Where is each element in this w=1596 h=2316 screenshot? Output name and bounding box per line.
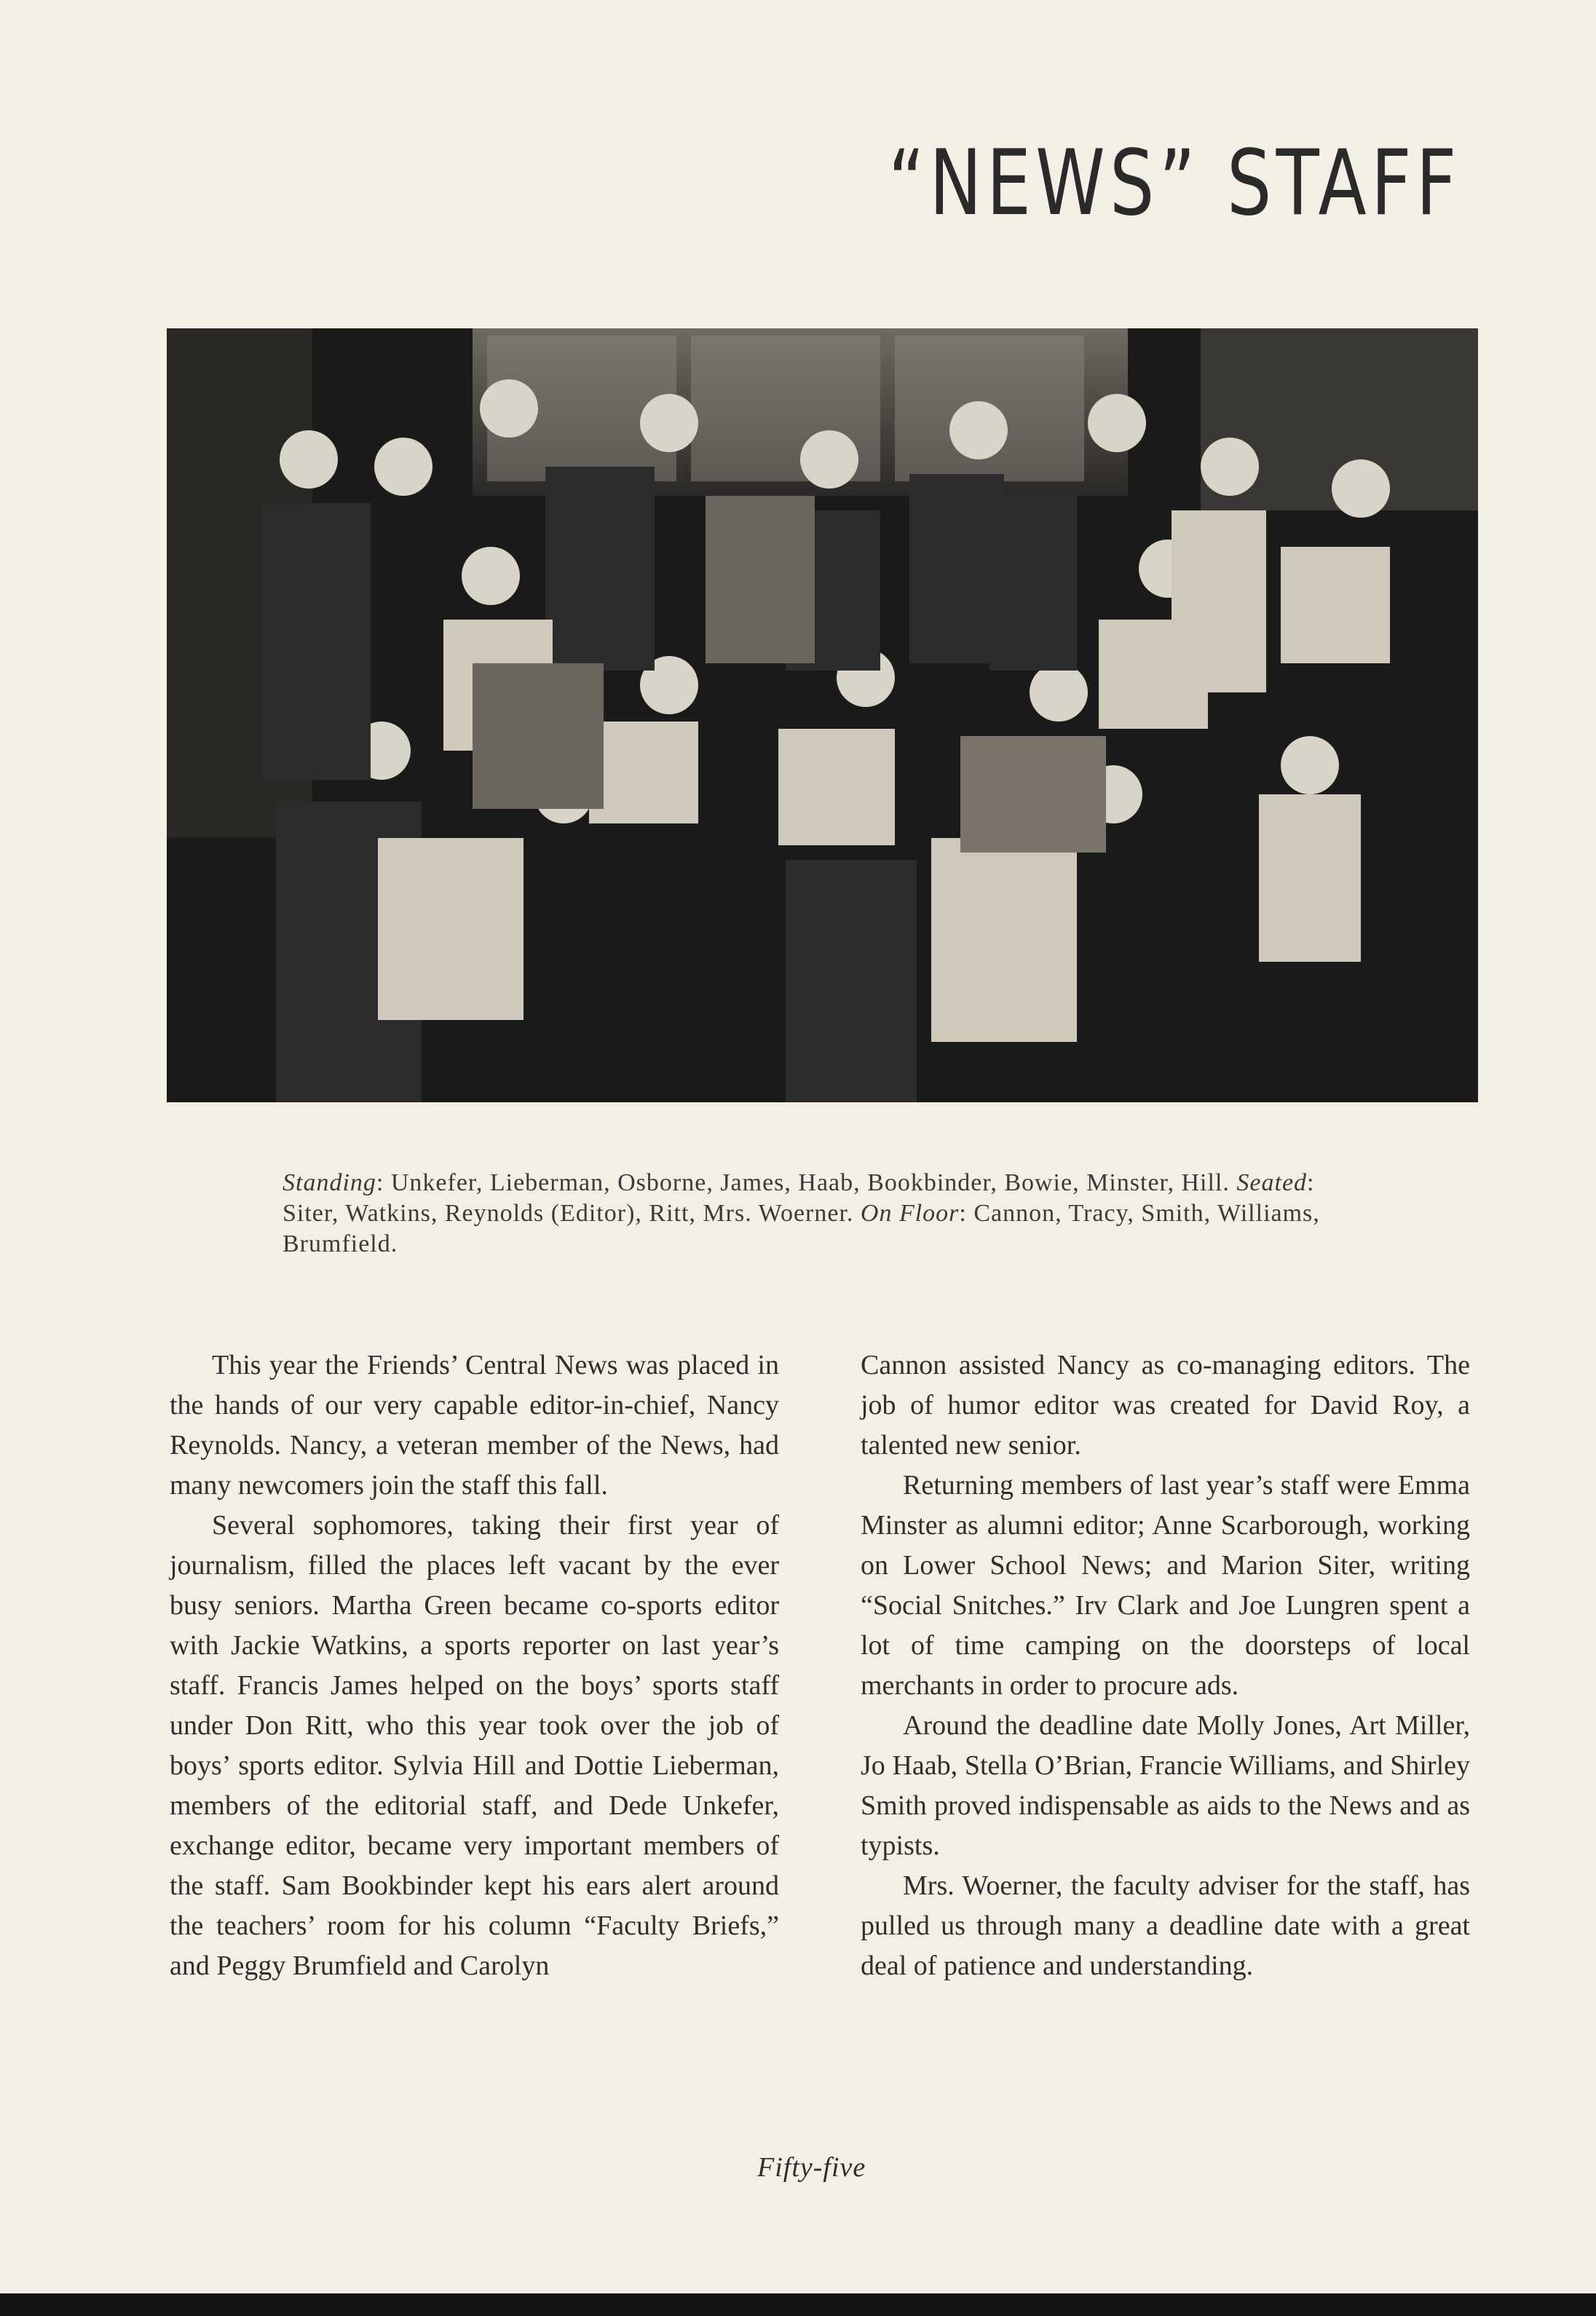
- caption-standing-label: Standing: [283, 1169, 376, 1196]
- body-paragraph: Several sophomores, taking their first year of journalism, filled the places left vacant by the ever busy seniors. Martha Green became co-sports editor with Jackie Watkins, a sports reporter on last year’s staff. Francis James helped on the boys’ sports staff under Don Ritt, who this year took over the job of boys’ sports editor. Sylvia Hill and Dottie Lieberman, members of the editorial staff, and Dede Unkefer, exchange editor, became very important members of the staff. Sam Bookbinder kept his ears alert around the teachers’ room for his column “Faculty Briefs,” and Peggy Brumfield and Carolyn: [170, 1510, 779, 1981]
- body-paragraph: This year the Friends’ Central News was placed in the hands of our very capable editor-in-chief, Nancy Reynolds. Nancy, a veteran member of the News, had many newcomers join the staff this fall.: [170, 1350, 779, 1501]
- group-photo-illustration: [167, 328, 1478, 1102]
- body-paragraph: Around the deadline date Molly Jones, Art Miller, Jo Haab, Stella O’Brian, Francie Williams, and Shirley Smith proved indispensable as aids to the News and as typists.: [861, 1710, 1470, 1861]
- caption-floor-label: On Floor: [860, 1200, 960, 1227]
- caption-seated-label: Seated: [1236, 1169, 1308, 1196]
- body-paragraph: Cannon assisted Nancy as co-managing editors. The job of humor editor was created for David Roy, a talented new senior.: [861, 1350, 1470, 1461]
- group-photo: [167, 328, 1478, 1102]
- body-paragraph: Mrs. Woerner, the faculty adviser for the staff, has pulled us through many a deadline date with a great deal of patience and understanding.: [861, 1870, 1470, 1981]
- body-column-right: [861, 1345, 1470, 1986]
- caption-seated-names: : Siter, Watkins, Reynolds (Editor), Ritt, Mrs. Woerner.: [283, 1169, 1315, 1227]
- body-paragraph: Returning members of last year’s staff were Emma Minster as alumni editor; Anne Scarborough, working on Lower School News; and Marion Siter, writing “Social Snitches.” Irv Clark and Joe Lungren spent a lot of time camping on the doorsteps of local merchants in order to procure ads.: [861, 1470, 1470, 1701]
- photo-caption: [283, 1168, 1375, 1260]
- page-title: “NEWS” STAFF: [888, 131, 1461, 236]
- body-column-left: [170, 1345, 779, 1986]
- page-number: Fifty-five: [757, 2152, 866, 2183]
- caption-floor-names: : Cannon, Tracy, Smith, Williams, Brumfield.: [283, 1200, 1320, 1257]
- scan-edge: [0, 2293, 1596, 2316]
- caption-standing-names: : Unkefer, Lieberman, Osborne, James, Haab, Bookbinder, Bowie, Minster, Hill.: [376, 1169, 1237, 1196]
